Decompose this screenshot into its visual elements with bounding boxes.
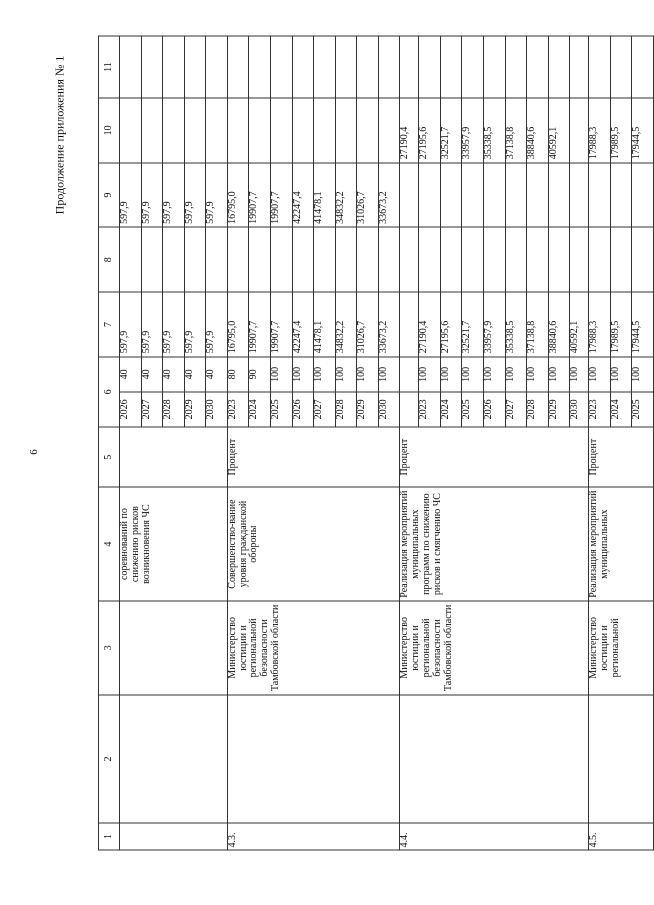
unit-cell: Процент <box>227 427 400 488</box>
table-row: 2030 100 33673,2 33673,2 <box>378 36 400 850</box>
header-cell: 8 <box>99 227 120 292</box>
header-row <box>99 36 120 850</box>
target-cell: 40 <box>120 357 142 392</box>
table-row: 2029 40 597,9 597,9 <box>184 36 206 850</box>
executor-cell: Министерство юстиции и региональной <box>589 601 654 695</box>
year-cell: 2023 <box>589 392 611 427</box>
measures-table <box>98 36 654 851</box>
header-cell: 9 <box>99 163 120 228</box>
page-number: 6 <box>28 449 40 455</box>
executor-cell: Министерство юстиции и региональной безопасности Тамбовской области <box>400 601 589 695</box>
year-cell: 2026 <box>484 392 506 427</box>
header-cell: 6 <box>99 357 120 427</box>
table-row: 2024 100 27195,6 32521,7 <box>440 36 462 850</box>
table-row: 2028 100 37138,8 38840,6 <box>527 36 549 850</box>
measure-cell: Реализация мероприятий муниципальных программ по снижению рисков и смягчению ЧС <box>400 488 589 601</box>
table-row: 2027 100 35338,5 37138,8 <box>505 36 527 850</box>
year-cell: 2029 <box>548 392 570 427</box>
table-row: 2024 90 19907,7 19907,7 <box>249 36 271 850</box>
row-number: 4.4. <box>400 823 589 850</box>
year-cell: 2027 <box>314 392 336 427</box>
table-row: 2030 100 40592,1 <box>570 36 589 850</box>
header-cell: 10 <box>99 98 120 163</box>
header-cell: 11 <box>99 36 120 98</box>
table-row: 4.4. Министерство юстиции и региональной безопасности Тамбовской области Реализация мероприятий муниципальных программ по снижению рисков и смягчению ЧС Процент 27190,4 <box>400 36 419 850</box>
table-row: 2030 40 597,9 597,9 <box>206 36 228 850</box>
header-cell: 7 <box>99 292 120 357</box>
table-row: 2025 100 19907,7 19907,7 <box>270 36 292 850</box>
year-cell: 2030 <box>206 392 228 427</box>
year-cell: 2026 <box>292 392 314 427</box>
header-cell: 2 <box>99 695 120 823</box>
year-cell: 2030 <box>570 392 589 427</box>
year-cell: 2024 <box>440 392 462 427</box>
header-cell: 1 <box>99 823 120 850</box>
year-cell: 2029 <box>184 392 206 427</box>
year-cell: 2030 <box>378 392 400 427</box>
year-cell: 2027 <box>505 392 527 427</box>
year-cell: 2024 <box>610 392 632 427</box>
year-cell: 2028 <box>163 392 185 427</box>
table-row: 2027 100 41478,1 41478,1 <box>314 36 336 850</box>
year-cell: 2023 <box>227 392 249 427</box>
unit-cell: Процент <box>589 427 654 488</box>
year-cell: 2028 <box>335 392 357 427</box>
header-cell: 4 <box>99 488 120 601</box>
table-row: 4.3. Министерство юстиции и региональной безопасности Тамбовской области Совершенство-вание уровня гражданской обороны Процент 2023 80 16795,0 16795,0 <box>227 36 249 850</box>
year-cell: 2027 <box>141 392 163 427</box>
header-cell: 5 <box>99 427 120 488</box>
table-row: 2024 100 17989,5 17989,5 <box>610 36 632 850</box>
total-cell: 597,9 <box>120 292 142 357</box>
table-row: 2029 100 31026,7 31026,7 <box>357 36 379 850</box>
measure-cell: Реализация мероприятий муниципальных <box>589 488 654 601</box>
table-row: 2028 100 34832,2 34832,2 <box>335 36 357 850</box>
measure-cell: Совершенство-вание уровня гражданской обороны <box>227 488 400 601</box>
regional-budget-cell: 597,9 <box>120 163 142 228</box>
table-row: 2026 100 33957,9 35338,5 <box>484 36 506 850</box>
row-number: 4.3. <box>227 823 400 850</box>
continuation-label: Продолжение приложения № 1 <box>52 55 67 215</box>
table-row: 2025 100 17944,5 17944,5 <box>632 36 654 850</box>
year-cell: 2025 <box>270 392 292 427</box>
table-row: 4.5. Министерство юстиции и региональной Реализация мероприятий муниципальных Процент 2023 100 17988,3 17988,3 <box>589 36 611 850</box>
table-row: 2027 40 597,9 597,9 <box>141 36 163 850</box>
table-row: 2026 100 42247,4 42247,4 <box>292 36 314 850</box>
table-row <box>120 36 142 850</box>
year-cell: 2025 <box>632 392 654 427</box>
table-row: 2028 40 597,9 597,9 <box>163 36 185 850</box>
row-number: 4.5. <box>589 823 654 850</box>
executor-cell: Министерство юстиции и региональной безопасности Тамбовской области <box>227 601 400 695</box>
unit-cell: Процент <box>400 427 589 488</box>
rotated-table-wrapper <box>98 36 654 851</box>
measure-cell: соревнований по снижению рисков возникновения ЧС <box>120 488 228 601</box>
table-row: 2029 100 38840,6 40592,1 <box>548 36 570 850</box>
year-cell: 2026 <box>120 392 142 427</box>
year-cell: 2029 <box>357 392 379 427</box>
header-cell: 3 <box>99 601 120 695</box>
year-cell: 2028 <box>527 392 549 427</box>
year-cell: 2024 <box>249 392 271 427</box>
table-row: 2025 100 32521,7 33957,9 <box>462 36 484 850</box>
table-row: 2023 100 27190,4 27195,6 <box>419 36 441 850</box>
year-cell: 2023 <box>419 392 441 427</box>
year-cell: 2025 <box>462 392 484 427</box>
